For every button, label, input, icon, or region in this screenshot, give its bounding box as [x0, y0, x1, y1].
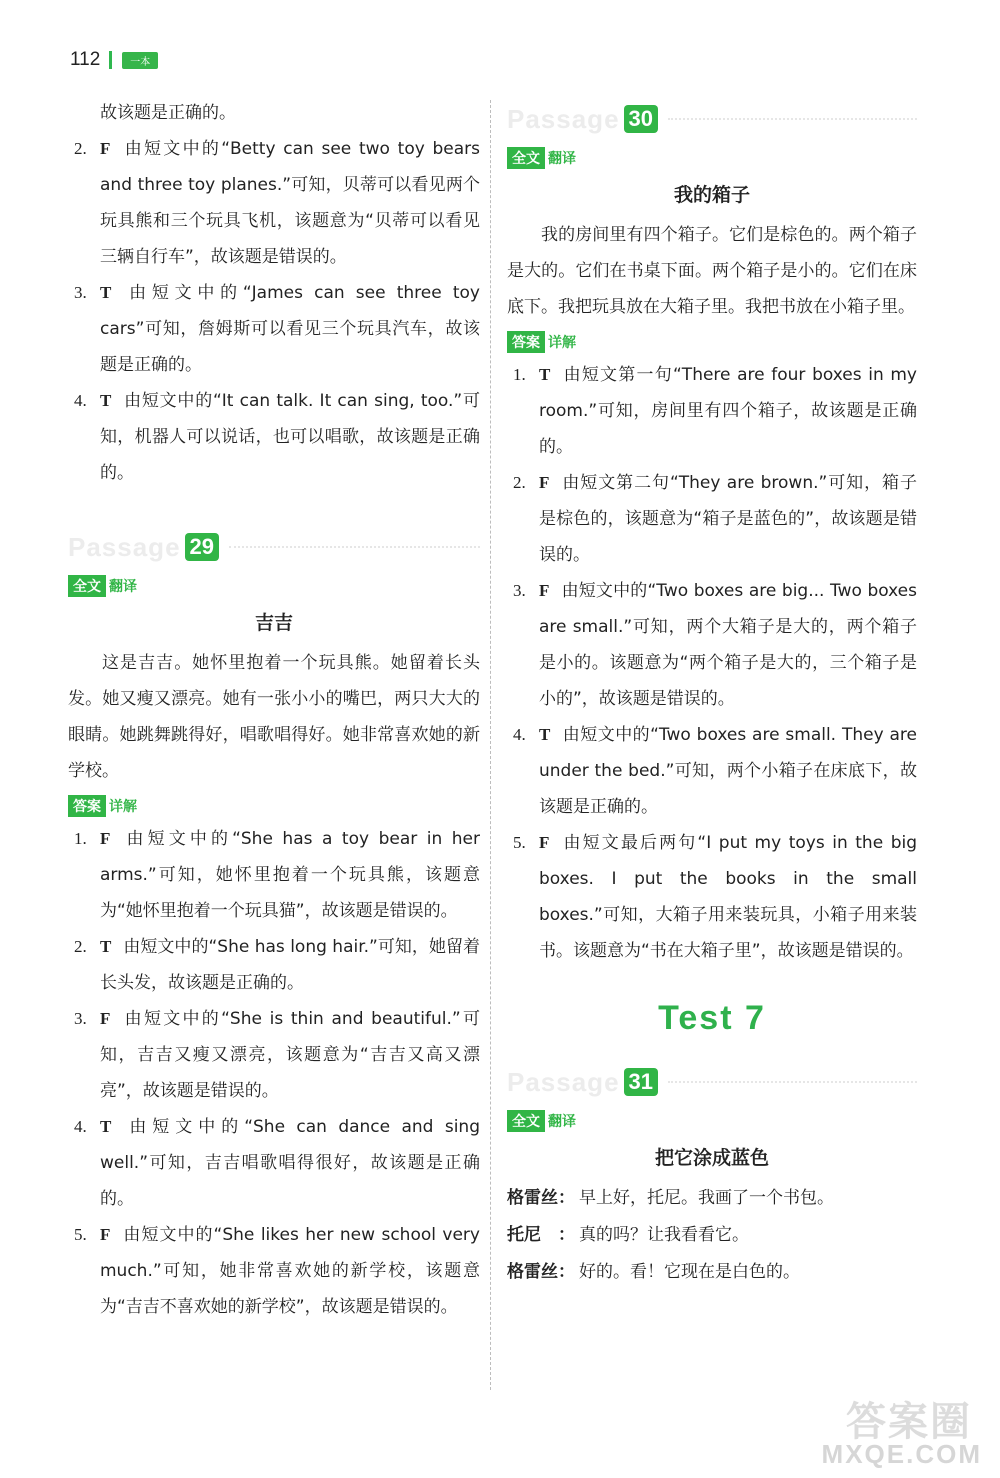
column-divider [490, 100, 491, 1390]
answer-label: 答案 详解 [507, 331, 576, 353]
passage-word: Passage [68, 531, 181, 562]
dialog [507, 1180, 917, 1291]
dialog-line: 托尼 ： 真的吗？让我看看它。 [507, 1217, 917, 1254]
watermark-text: 答案圈 [846, 1399, 972, 1445]
answer-item: 2. T 由短文中的“She has long hair.”可知，她留着长头发，故该题是正确的。 [74, 937, 480, 993]
answer-item: 3. F 由短文中的“Two boxes are big... Two boxes are small.”可知，两个大箱子是大的，两个箱子是小的。该题意为“两个箱子是大的，三个箱子是小的”，故该题是错误的。 [513, 581, 917, 709]
passage-number: 30 [624, 105, 658, 133]
answer-list-30 [507, 357, 917, 969]
right-column [507, 95, 917, 1291]
passage-29-heading [68, 525, 480, 569]
passage-rule [668, 1081, 917, 1083]
answer-item: 2. F 由短文第二句“They are brown.”可知，箱子是棕色的，该题意为“箱子是蓝色的”，故该题是错误的。 [513, 473, 917, 565]
passage-31-heading [507, 1060, 917, 1104]
test-title: Test 7 [658, 999, 766, 1037]
speaker: 格雷丝： [507, 1188, 575, 1208]
answer-label: 答案 详解 [68, 795, 137, 817]
answer-item: 5. F 由短文最后两句“I put my toys in the big boxes. I put the books in the small boxes.”可知，大箱子用来装玩具，小箱子用来装书。该题意为“书在大箱子里”，故该题是错误的。 [513, 833, 917, 961]
dialog-line: 格雷丝： 早上好，托尼。我画了一个书包。 [507, 1180, 917, 1217]
passage-30-heading [507, 97, 917, 141]
page-header [70, 46, 158, 74]
passage-number: 31 [624, 1068, 658, 1096]
answer-item: 4. T 由短文中的“She can dance and sing well.”可知，吉吉唱歌唱得很好，故该题是正确的。 [74, 1117, 480, 1209]
passage-title: 我的箱子 [673, 184, 750, 206]
header-tag: 一本 [122, 52, 158, 69]
intro-continuation: 故该题是正确的。 [100, 103, 236, 123]
speaker: 格雷丝： [507, 1262, 575, 1282]
passage-rule [229, 546, 480, 548]
passage-word: Passage [507, 103, 620, 134]
answer-item: 4. T 由短文中的“It can talk. It can sing, too.”可知，机器人可以说话，也可以唱歌，故该题是正确的。 [74, 391, 480, 483]
answer-item: 4. T 由短文中的“Two boxes are small. They are under the bed.”可知，两个小箱子在床底下，故该题是正确的。 [513, 725, 917, 817]
answer-item: 1. T 由短文第一句“There are four boxes in my room.”可知，房间里有四个箱子，故该题是正确的。 [513, 365, 917, 457]
watermark-url: MXQE.COM [821, 1439, 982, 1469]
answer-list-top [68, 131, 480, 491]
answer-list-29 [68, 821, 480, 1325]
translation-label: 全文 翻译 [507, 1110, 576, 1132]
speaker: 托尼 ： [507, 1225, 575, 1245]
passage-rule [668, 118, 917, 120]
page-number: 112 [70, 49, 101, 70]
translation-label: 全文 翻译 [68, 575, 137, 597]
passage-word: Passage [507, 1066, 620, 1097]
watermark-logo [790, 1390, 990, 1470]
dialog-line: 格雷丝： 好的。看！它现在是白色的。 [507, 1254, 917, 1291]
header-divider [109, 51, 112, 69]
left-column [68, 95, 480, 1325]
answer-item: 5. F 由短文中的“She likes her new school very much.”可知，她非常喜欢她的新学校，该题意为“吉吉不喜欢她的新学校”，故该题是错误的。 [74, 1225, 480, 1317]
answer-item: 3. T 由短文中的“James can see three toy cars”可知，詹姆斯可以看见三个玩具汽车，故该题是正确的。 [74, 283, 480, 375]
passage-translation: 这是吉吉。她怀里抱着一个玩具熊。她留着长头发。她又瘦又漂亮。她有一张小小的嘴巴，两只大大的眼睛。她跳舞跳得好，唱歌唱得好。她非常喜欢她的新学校。 [68, 653, 480, 781]
passage-title: 吉吉 [254, 612, 293, 634]
passage-translation: 我的房间里有四个箱子。它们是棕色的。两个箱子是大的。它们在书桌下面。两个箱子是小的。它们在床底下。我把玩具放在大箱子里。我把书放在小箱子里。 [507, 225, 917, 317]
answer-item: 1. F 由短文中的“She has a toy bear in her arms.”可知，她怀里抱着一个玩具熊，该题意为“她怀里抱着一个玩具猫”，故该题是错误的。 [74, 829, 480, 921]
passage-number: 29 [185, 533, 219, 561]
answer-item: 2. F 由短文中的“Betty can see two toy bears and three toy planes.”可知，贝蒂可以看见两个玩具熊和三个玩具飞机，该题意为“贝蒂可以看见三辆自行车”，故该题是错误的。 [74, 139, 480, 267]
passage-title: 把它涂成蓝色 [654, 1147, 769, 1169]
answer-item: 3. F 由短文中的“She is thin and beautiful.”可知，吉吉又瘦又漂亮，该题意为“吉吉又高又漂亮”，故该题是错误的。 [74, 1009, 480, 1101]
translation-label: 全文 翻译 [507, 147, 576, 169]
